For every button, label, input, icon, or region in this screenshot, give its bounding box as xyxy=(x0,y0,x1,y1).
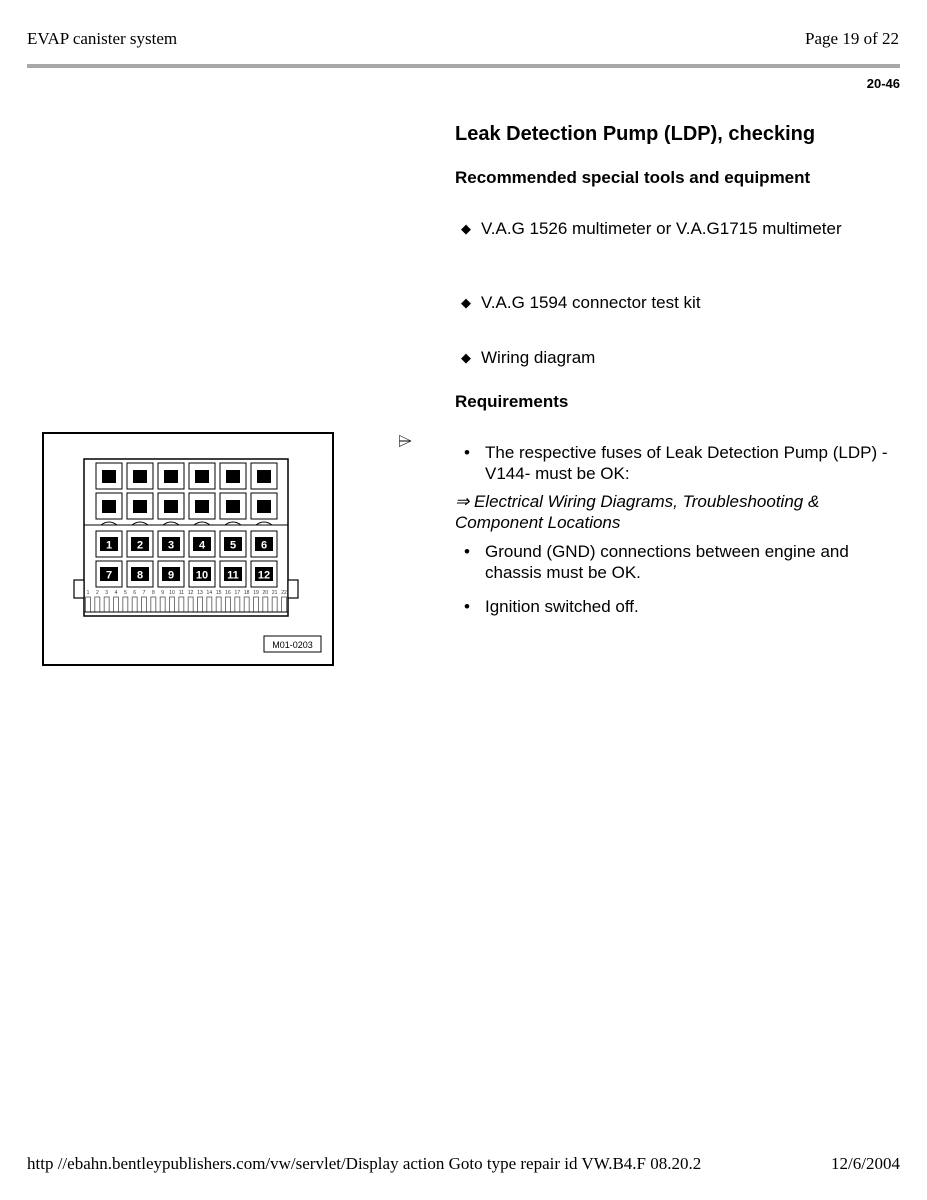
slot-number-label: 9 xyxy=(167,569,175,582)
pin-number-label: 4 xyxy=(114,590,118,596)
document-title: EVAP canister system xyxy=(27,29,178,48)
slot-number-label: 8 xyxy=(136,569,144,582)
pin xyxy=(142,597,147,612)
slot-number-label: 12 xyxy=(257,569,271,582)
fuse-terminal xyxy=(164,470,178,483)
slot-number-label: 5 xyxy=(229,539,237,552)
slot-number-label: 10 xyxy=(195,569,209,582)
footer-date: 12/6/2004 xyxy=(831,1154,900,1173)
pin xyxy=(188,597,193,612)
header-divider xyxy=(27,64,900,68)
slot-number-label: 7 xyxy=(105,569,113,582)
pin xyxy=(226,597,231,612)
pin-number-label: 22 xyxy=(281,590,287,596)
tool-item-text: V.A.G 1594 connector test kit xyxy=(481,293,701,312)
pin xyxy=(216,597,221,612)
pin-number-label: 11 xyxy=(178,590,184,596)
pin xyxy=(151,597,156,612)
bullet-icon: • xyxy=(464,542,470,561)
pin-number-label: 17 xyxy=(234,590,241,596)
slot-number-label: 1 xyxy=(105,539,113,552)
fuse-terminal xyxy=(257,470,271,483)
pin-number-label: 16 xyxy=(225,590,231,596)
slot-number-label: 2 xyxy=(136,539,144,552)
connector-diagram xyxy=(44,434,332,664)
pin xyxy=(132,597,137,612)
fuse-terminal xyxy=(164,500,178,513)
diamond-bullet-icon: ◆ xyxy=(461,295,471,310)
pin xyxy=(170,597,175,612)
pin-number-label: 9 xyxy=(161,590,165,596)
pin-number-label: 5 xyxy=(123,590,127,596)
page-code: 20-46 xyxy=(866,76,900,91)
figure-pointer-icon: ⌲ xyxy=(398,431,413,451)
fuse-terminal xyxy=(226,470,240,483)
tool-item-text: V.A.G 1526 multimeter or V.A.G1715 multimeter xyxy=(481,219,842,238)
requirements-heading: Requirements xyxy=(455,392,569,411)
requirement-text: Ignition switched off. xyxy=(485,597,639,616)
pin-number-label: 15 xyxy=(215,590,222,596)
requirement-text: The respective fuses of Leak Detection Pump (LDP) -V144- must be OK: xyxy=(485,443,888,483)
pin-number-label: 10 xyxy=(169,590,175,596)
diamond-bullet-icon: ◆ xyxy=(461,221,471,236)
pin-number-label: 21 xyxy=(271,590,278,596)
slot-number-label: 11 xyxy=(227,569,239,582)
pin-number-label: 14 xyxy=(206,590,213,596)
tools-heading: Recommended special tools and equipment xyxy=(455,168,811,187)
pin xyxy=(160,597,165,612)
pin-number-label: 18 xyxy=(243,590,250,596)
slot-number-label: 3 xyxy=(167,539,175,552)
section-title: Leak Detection Pump (LDP), checking xyxy=(455,123,816,145)
pin-number-label: 7 xyxy=(142,590,146,596)
pin-number-label: 20 xyxy=(262,590,269,596)
pin xyxy=(282,597,287,612)
slot-number-label: 4 xyxy=(198,539,206,552)
requirement-text: Ground (GND) connections between engine and chassis must be OK. xyxy=(485,542,849,582)
pin-number-label: 12 xyxy=(187,590,194,596)
fuse-terminal xyxy=(195,470,209,483)
wiring-diagram-reference-link[interactable]: ⇒ Electrical Wiring Diagrams, Troubleshooting & Component Locations xyxy=(455,492,820,532)
bullet-icon: • xyxy=(464,443,470,462)
figure-code: M01-0203 xyxy=(272,640,313,650)
page-indicator: Page 19 of 22 xyxy=(805,29,899,48)
pin-number-label: 13 xyxy=(197,590,203,596)
pin xyxy=(95,597,100,612)
pin xyxy=(235,597,240,612)
pin-number-label: 3 xyxy=(105,590,109,596)
pin-number-label: 2 xyxy=(95,590,99,596)
pin-number-label: 8 xyxy=(151,590,155,596)
pin xyxy=(244,597,249,612)
diamond-bullet-icon: ◆ xyxy=(461,350,471,365)
pin xyxy=(198,597,203,612)
pin xyxy=(104,597,109,612)
fuse-terminal xyxy=(257,500,271,513)
bullet-icon: • xyxy=(464,597,470,616)
pin xyxy=(254,597,259,612)
pin xyxy=(86,597,91,612)
pin xyxy=(272,597,277,612)
pin xyxy=(179,597,184,612)
pin xyxy=(263,597,268,612)
pin-number-label: 1 xyxy=(86,590,90,596)
pin-number-label: 6 xyxy=(133,590,137,596)
pin xyxy=(114,597,119,612)
pin xyxy=(123,597,128,612)
pin xyxy=(207,597,212,612)
fuse-connector-figure xyxy=(42,432,334,666)
fuse-terminal xyxy=(226,500,240,513)
fuse-terminal xyxy=(195,500,209,513)
tool-item-text: Wiring diagram xyxy=(481,348,596,367)
slot-number-label: 6 xyxy=(260,539,268,552)
fuse-terminal xyxy=(133,500,147,513)
fuse-terminal xyxy=(102,500,116,513)
fuse-terminal xyxy=(102,470,116,483)
fuse-terminal xyxy=(133,470,147,483)
pin-number-label: 19 xyxy=(253,590,259,596)
footer-url: http //ebahn.bentleypublishers.com/vw/servlet/Display action Goto type repair id VW.B4.F 08.20.2 xyxy=(27,1154,702,1173)
